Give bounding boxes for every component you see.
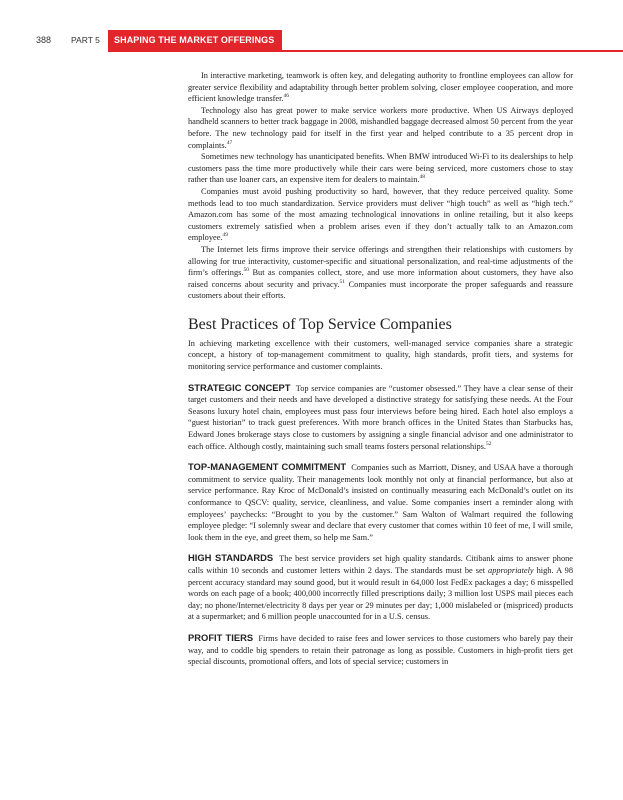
section-intro: In achieving marketing excellence with their customers, well-managed service companies share a strategic concept, a history of top-management commitment to quality, high standards, profit tiers, and systems for monitoring service performance and customer complaints. bbox=[188, 338, 573, 372]
body-text bbox=[188, 70, 573, 668]
footnote-ref: 48 bbox=[419, 174, 425, 181]
top-management-paragraph: TOP-MANAGEMENT COMMITMENT Companies such as Marriott, Disney, and USAA have a thorough commitment to service quality. Their managements look monthly not only at financial performance, but also at service performance. Ray Kroc of McDonald’s insisted on continually measuring each McDonald’s outlet on its conformance to QSCV: quality, service, cleanliness, and value. Some companies insert a reminder along with employees’ paychecks: “Brought to you by the customer.” Sam Walton of Walmart required the following employee pledge: “I solemnly swear and declare that every customer that comes within 10 feet of me, I will smile, look them in the eye, and greet them, so help me Sam.” bbox=[188, 461, 573, 542]
paragraph: The Internet lets firms improve their service offerings and strengthen their relationships with customers by allowing for true interactivity, customer-specific and situational personalization, and real-time adjustments of the firm’s offerings.$^{50}$ But as companies collect, store, and use more information about customers, they have also raised concerns about security and privacy.$^{51}$ Companies must incorporate the proper safeguards and reassure customers about their efforts. bbox=[188, 244, 573, 301]
footnote-ref: 47 bbox=[226, 139, 233, 146]
paragraph: In interactive marketing, teamwork is often key, and delegating authority to frontline employees can allow for greater service flexibility and adaptability through better problem solving, closer employee cooperation, and more efficient knowledge transfer.$^{46}$ bbox=[188, 71, 573, 104]
strategic-concept-paragraph: STRATEGIC CONCEPT Top service companies are “customer obsessed.” They have a clear sense of their target customers and their needs and have developed a distinctive strategy for satisfying these needs. At the Four Seasons luxury hotel chain, employees must pass four interviews before being hired. Each hotel also employs a “guest historian” to track guest preferences. With more branch offices in the United States than Starbucks has, Edward Jones brokerage stays close to customers by assigning a single financial advisor and one administrator to each office. Although costly, maintaining such small teams fosters personal relationships.$^{52}$ bbox=[188, 381, 573, 451]
footnote-ref: 52 bbox=[486, 440, 492, 447]
header-rule bbox=[108, 50, 623, 52]
section-tab: SHAPING THE MARKET OFFERINGS bbox=[108, 30, 282, 50]
part-label: PART 5 bbox=[71, 35, 100, 45]
page-header bbox=[0, 30, 623, 52]
subheading: PROFIT TIERS bbox=[188, 631, 254, 643]
paragraph: Technology also has great power to make service workers more productive. When US Airways deployed handheld scanners to better track baggage in 2008, mishandled baggage decreased almost 50 percent from the year before. The new technology paid for itself in the first year and helped contribute to a 35 percent drop in complaints.$^{47}$ bbox=[188, 105, 573, 150]
high-standards-paragraph: HIGH STANDARDS The best service providers set high quality standards. Citibank aims to answer phone calls within 10 seconds and customer letters within 2 days. The standards must be set appropriately high. A 98 percent accuracy standard may sound good, but it would result in 64,000 lost FedEx packages a day; 6 misspelled words on each page of a book; 400,000 incorrectly filled prescriptions daily; 3 million lost USPS mail pieces each day; no phone/Internet/electricity 8 days per year or 29 minutes per day; 1,000 mislabeled or (mispriced) products at a supermarket; and 6 million people unaccounted for in a U.S. census. bbox=[188, 552, 573, 622]
subheading: STRATEGIC CONCEPT bbox=[188, 381, 291, 393]
paragraph: Sometimes new technology has unanticipated benefits. When BMW introduced Wi-Fi to its dealerships to help customers pass the time more productively while their cars were being serviced, more customers chose to stay rather than use loaner cars, an expensive item for dealers to maintain.$^{48}$ bbox=[188, 152, 573, 185]
paragraph: Companies must avoid pushing productivity so hard, however, that they reduce perceived quality. Some methods lead to too much standardization. Service providers must deliver “high touch” as well as “high tech.” Amazon.com has some of the most amazing technological innovations in online retailing, but it also keeps customers extremely satisfied when a problem arises even if they don’t actually talk to an Amazon.com employee.$^{49}$ bbox=[188, 186, 573, 243]
footnote-ref: 51 bbox=[339, 278, 345, 285]
subheading: TOP-MANAGEMENT COMMITMENT bbox=[188, 461, 347, 473]
footnote-ref: 49 bbox=[222, 232, 229, 239]
subheading: HIGH STANDARDS bbox=[188, 552, 274, 564]
footnote-ref: 50 bbox=[243, 267, 249, 274]
footnote-ref: 46 bbox=[283, 93, 290, 100]
page-number: 388 bbox=[36, 35, 52, 45]
section-heading: Best Practices of Top Service Companies bbox=[188, 315, 452, 333]
profit-tiers-paragraph: PROFIT TIERS Firms have decided to raise fees and lower services to those customers who barely pay their way, and to coddle big spenders to retain their patronage as long as possible. Customers in high-profit tiers get special discounts, promotional offers, and lots of special service; customers in bbox=[188, 631, 573, 667]
